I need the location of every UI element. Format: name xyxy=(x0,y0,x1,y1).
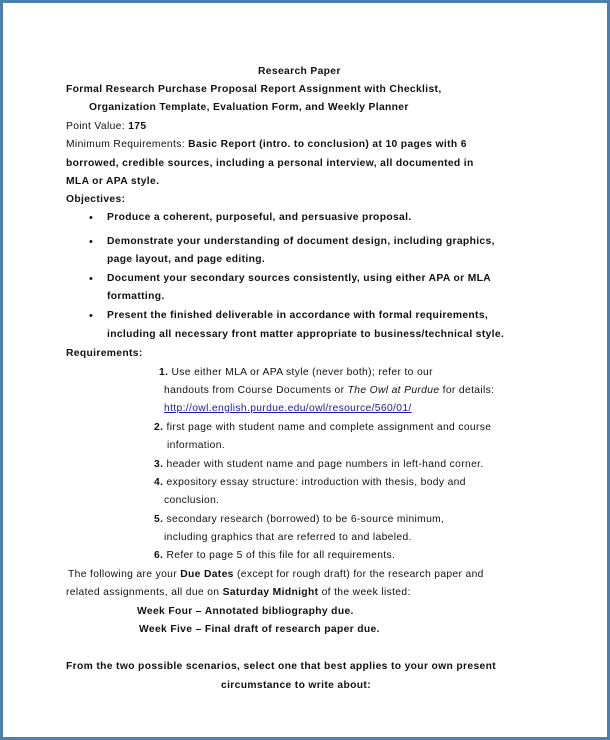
requirement-4-line2: conclusion. xyxy=(164,495,220,506)
bullet-icon: • xyxy=(89,236,94,248)
doc-title: Research Paper xyxy=(258,66,341,77)
point-value-number: 175 xyxy=(128,121,147,132)
bullet-icon: • xyxy=(89,273,94,285)
requirement-text: first page with student name and complete assignment and course xyxy=(166,422,492,433)
requirement-text: expository essay structure: introduction with thesis, body and xyxy=(166,477,466,488)
scenarios-line1: From the two possible scenarios, select one that best applies to your own present xyxy=(66,661,497,672)
requirement-5-line1 xyxy=(154,511,444,529)
doc-subtitle-line2: Organization Template, Evaluation Form, and Weekly Planner xyxy=(89,102,409,113)
requirements-heading: Requirements: xyxy=(66,348,143,359)
point-value xyxy=(66,118,146,136)
requirement-6-line1 xyxy=(154,547,395,565)
objective-item: Produce a coherent, purposeful, and persuasive proposal. xyxy=(107,212,412,223)
requirement-number: 1. xyxy=(159,367,169,378)
bullet-icon: • xyxy=(89,310,94,322)
requirement-2-line1 xyxy=(154,419,491,437)
requirement-text: header with student name and page numbers in left-hand corner. xyxy=(166,459,484,470)
week-four-due: Week Four – Annotated bibliography due. xyxy=(137,606,354,617)
requirement-1-line2 xyxy=(164,382,494,400)
requirement-number: 4. xyxy=(154,477,164,488)
minimum-text: Basic Report (intro. to conclusion) at 10 pages with 6 xyxy=(188,139,467,150)
requirement-1-link-line xyxy=(164,400,412,418)
requirement-4-line1 xyxy=(154,474,466,492)
objective-item: Document your secondary sources consistently, using either APA or MLA xyxy=(107,273,492,284)
due-text: The following are your xyxy=(68,569,178,580)
requirement-number: 3. xyxy=(154,459,164,470)
objectives-heading: Objectives: xyxy=(66,194,126,205)
minimum-requirements-line2: borrowed, credible sources, including a personal interview, all documented in xyxy=(66,158,474,169)
minimum-requirements-line1 xyxy=(66,136,467,154)
requirement-1-line1 xyxy=(159,364,433,382)
requirement-5-line2: including graphics that are referred to and labeled. xyxy=(164,532,412,543)
due-time: Saturday Midnight xyxy=(222,587,319,598)
due-dates-line1 xyxy=(68,566,484,584)
objective-item-continued: formatting. xyxy=(107,291,165,302)
scenarios-line2: circumstance to write about: xyxy=(221,680,371,691)
objective-item: Present the finished deliverable in accordance with formal requirements, xyxy=(107,310,489,321)
objective-item: Demonstrate your understanding of document design, including graphics, xyxy=(107,236,495,247)
week-five-due: Week Five – Final draft of research paper due. xyxy=(139,624,380,635)
requirement-number: 2. xyxy=(154,422,164,433)
doc-subtitle-line1: Formal Research Purchase Proposal Report Assignment with Checklist, xyxy=(66,84,442,95)
owl-purdue-title: The Owl at Purdue xyxy=(347,385,440,396)
requirement-text: Use either MLA or APA style (never both); refer to our xyxy=(171,367,433,378)
requirement-text: for details: xyxy=(442,385,495,396)
objective-item-continued: including all necessary front matter appropriate to business/technical style. xyxy=(107,329,505,340)
requirement-text: secondary research (borrowed) to be 6-source minimum, xyxy=(166,514,445,525)
due-text: related assignments, all due on xyxy=(66,587,220,598)
requirement-text: Refer to page 5 of this file for all requirements. xyxy=(166,550,396,561)
requirement-3-line1 xyxy=(154,456,484,474)
requirement-2-line2: information. xyxy=(167,440,225,451)
point-value-label: Point Value: xyxy=(66,121,125,132)
objective-item-continued: page layout, and page editing. xyxy=(107,254,266,265)
minimum-label: Minimum Requirements: xyxy=(66,139,185,150)
due-text: (except for rough draft) for the research paper and xyxy=(236,569,484,580)
requirement-text: handouts from Course Documents or xyxy=(164,385,345,396)
requirement-number: 6. xyxy=(154,550,164,561)
due-text: of the week listed: xyxy=(321,587,411,598)
minimum-requirements-line3: MLA or APA style. xyxy=(66,176,160,187)
owl-purdue-link[interactable]: http://owl.english.purdue.edu/owl/resource/560/01/ xyxy=(164,403,412,414)
bullet-icon: • xyxy=(89,212,94,224)
due-dates-line2 xyxy=(66,584,411,602)
requirement-number: 5. xyxy=(154,514,164,525)
due-dates-label: Due Dates xyxy=(180,569,234,580)
